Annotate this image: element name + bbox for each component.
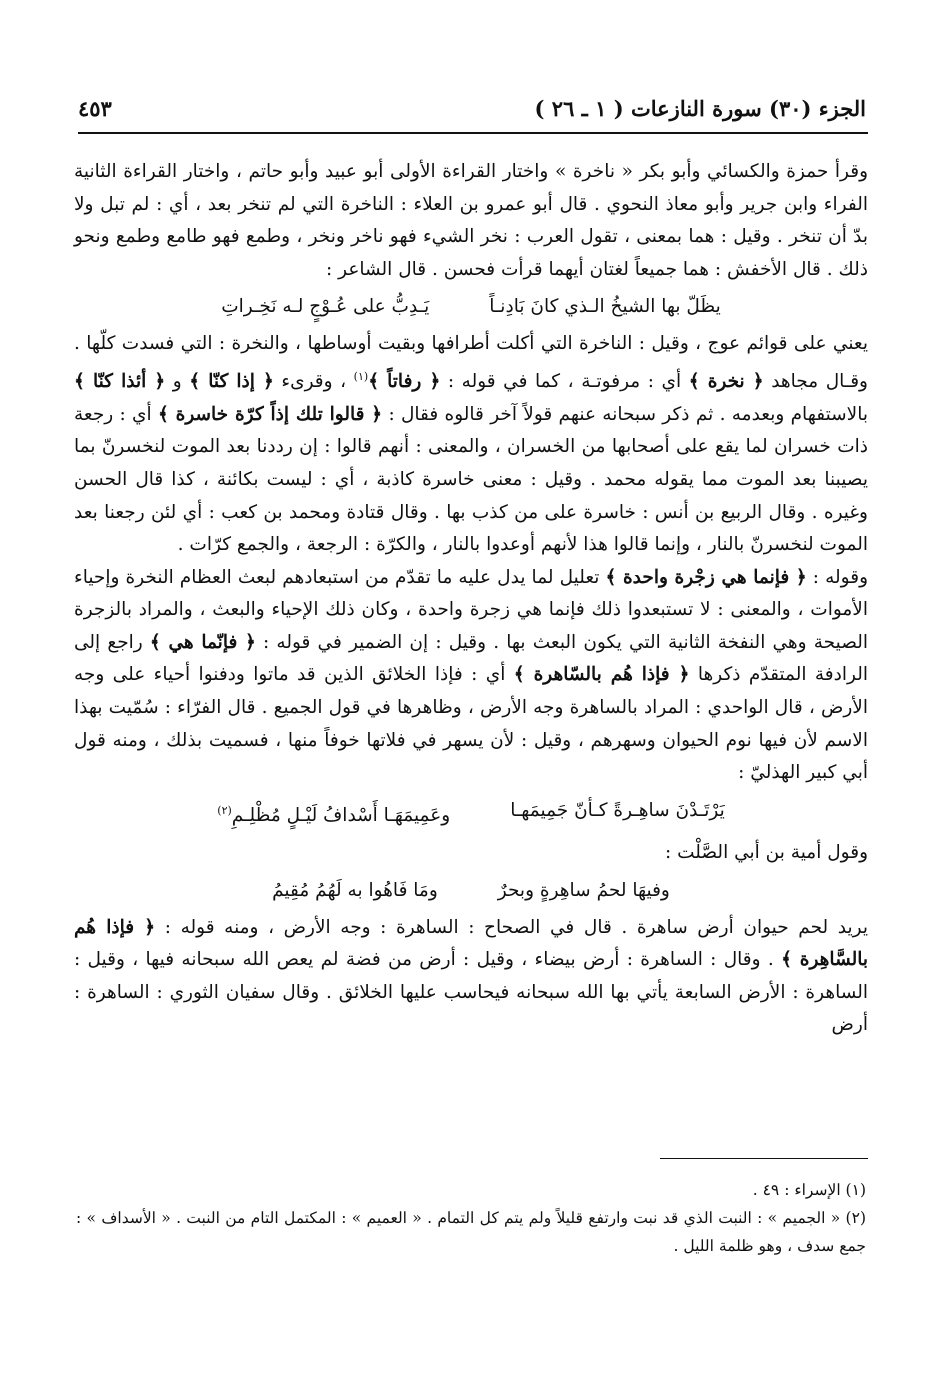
footnote-marker: (٢) <box>217 803 232 817</box>
text-run: أي : رجعة ذات خسران لما يقع على أصحابها من الخسران ، والمعنى : أنهم قالوا : إن رددنا بعد الموت لنخسرنّ بما يصيبنا بعد الموت مما يقوله محمد . وقيل : معنى خاسرة كاذبة ، أي : ليست بكائنة ، كذا قال الحسن وغيره . وقال الربيع بن أنس : خاسرة على من كذب بها . وقال قتادة ومحمد بن كعب : أي لئن رجعنا بعد الموت لنخسرنّ بالنار ، وإنما قالوا هذا لأنهم أوعدوا بالنار ، والكرّة : الرجعة ، والجمع كرّات . <box>74 403 868 556</box>
text-run: بالاستفهام وبعدمه . ثم ذكر سبحانه عنهم قولاً آخر قالوه فقال : <box>388 403 869 425</box>
text-run: تعليل لما يدل عليه ما تقدّم من استبعادهم لبعث العظام النخرة وإحياء الأموات ، والمعنى : لا تستبعدوا ذلك فإنما هي زجرة واحدة ، وكان ذلك الإحياء والبعث ، والمراد بالزجرة الصيحة وهي النفخة الثانية التي يكون البعث بها . وقيل : إن الضمير في قوله : <box>74 566 869 653</box>
footnote-rule <box>660 1158 868 1159</box>
text-run: و <box>172 371 182 393</box>
poem-verse-1 <box>74 290 868 324</box>
page-header <box>78 96 866 121</box>
text-run: أي : فإذا الخلائق الذين قد ماتوا ودفنوا أحياء على وجه الأرض ، قال الواحدي : المراد بالساهرة وجه الأرض ، وظاهرها في قول الجميع . قال الفرّاء : سُمّيت بهذا الاسم لأن فيها نوم الحيوان وسهرهم ، وقيل : لأن يسهر في فلاتها خوفاً منها ، فسميت بذلك ، ومنه قول أبي كبير الهذليّ : <box>74 664 868 784</box>
text-run: أي : مرفوتـة ، كما في قوله : <box>447 371 682 393</box>
footnotes <box>76 1176 866 1260</box>
text-run: وعَمِيمَهَـا أَسْدافُ لَيْـلٍ مُظْلِـمِ <box>231 805 451 826</box>
text-run: راجع إلى الرادفة المتقدّم ذكرها <box>74 631 869 686</box>
quran-quote: ﴿ فإذا هُم بالسّاهرة ﴾ <box>513 664 690 686</box>
quran-quote: ﴿ فإنما هي زجْرة واحدة ﴾ <box>605 566 807 588</box>
paragraph-1: وقرأ حمزة والكسائي وأبو بكر « ناخرة » واختار القراءة الأولى أبو عبيد وأبو حاتم ، واختار القراءة الثانية الفراء وابن جرير وأبو معاذ النحوي . قال أبو عمرو بن العلاء : الناخرة التي لم تنخر بعد ، أي : لم تبل ولا بدّ أن تنخر . وقيل : هما بمعنى ، تقول العرب : نخر الشيء فهو ناخر ونخر ، وطمع فهو طامع وطمع ونحو ذلك . قال الأخفش : هما جميعاً لغتان أيهما قرأت فحسن . قال الشاعر : <box>74 161 868 280</box>
text-run: . وقال : الساهرة : أرض بيضاء ، وقيل : أرض من فضة لم يعص الله سبحانه فيها ، وقيل : الساهرة : الأرض السابعة يأتي بها الله سبحانه فيحاسب عليها الخلائق . وقال سفيان الثوري : الساهرة : أرض <box>74 949 869 1036</box>
verse-3-second-hemistich: ومَا فَاهُوا به لَهُمُ مُقِيمُ <box>272 879 438 901</box>
quran-quote: ﴿ فإنّما هي ﴾ <box>149 631 256 653</box>
footnote-2: (٢) « الجميم » : النبت الذي قد نبت وارتفع قليلاً ولم يتم كل التمام . « العميم » : المكتمل التام من النبت . « الأسداف » : جمع سدف ، وهو ظلمة الليل . <box>76 1209 866 1255</box>
verse-1-first-hemistich: يظَلّ بها الشيخُ الـذي كانَ بَادِنـاً <box>489 296 721 318</box>
poem-verse-2 <box>74 794 868 833</box>
quran-quote: ﴿ فإذا هُم بالسَّاهِرة ﴾ <box>74 916 868 971</box>
paragraph-3 <box>74 562 868 790</box>
quran-quote: ﴿ أئذا كنّا ﴾ <box>74 371 166 393</box>
quran-quote: ﴿ إذا كنّا ﴾ <box>189 371 274 393</box>
quran-quote: ﴿ قالوا تلك إذاً كرّة خاسرة ﴾ <box>157 403 383 425</box>
text-run: ، وقرىء <box>281 371 347 393</box>
running-title: الجزء (٣٠) سورة النازعات ( ١ ـ ٢٦ ) <box>534 96 866 121</box>
text-run: يريد لحم حيوان أرض ساهرة . قال في الصحاح : الساهرة : وجه الأرض ، ومنه قوله : <box>164 916 868 938</box>
paragraph-5 <box>74 912 868 1042</box>
paragraph-4: وقول أمية بن أبي الصَّلْت : <box>664 842 868 863</box>
verse-1-second-hemistich: يَـدِبُّ على عُـوْجٍ لـه نَخِـراتِ <box>221 296 430 318</box>
verse-2-first-hemistich: يَرْتَـدْنَ ساهِـرةً كـأنّ جَمِيمَهـا <box>510 799 725 821</box>
main-text <box>74 156 868 1042</box>
page-number: ٤٥٣ <box>78 96 112 121</box>
text-run: وقوله : <box>812 566 868 588</box>
footnote-marker: (١) <box>353 369 369 383</box>
header-rule <box>78 132 868 134</box>
text-run: يعني على قوائم عوج ، وقيل : الناخرة التي أكلت أطرافها وبقيت أوساطها ، والنخرة : التي فسدت كلّها . وقـال مجاهد <box>74 333 868 393</box>
verse-2-second-hemistich <box>217 794 450 833</box>
quran-quote: ﴿ رفاتاً ﴾ <box>368 371 441 393</box>
verse-3-first-hemistich: وفيهَا لحمُ ساهِرةٍ وبحرٌ <box>497 879 670 901</box>
paragraph-2 <box>74 328 868 561</box>
footnote-1: (١) الإسراء : ٤٩ . <box>752 1181 866 1199</box>
quran-quote: ﴿ نخرة ﴾ <box>688 371 764 393</box>
poem-verse-3 <box>74 874 868 908</box>
